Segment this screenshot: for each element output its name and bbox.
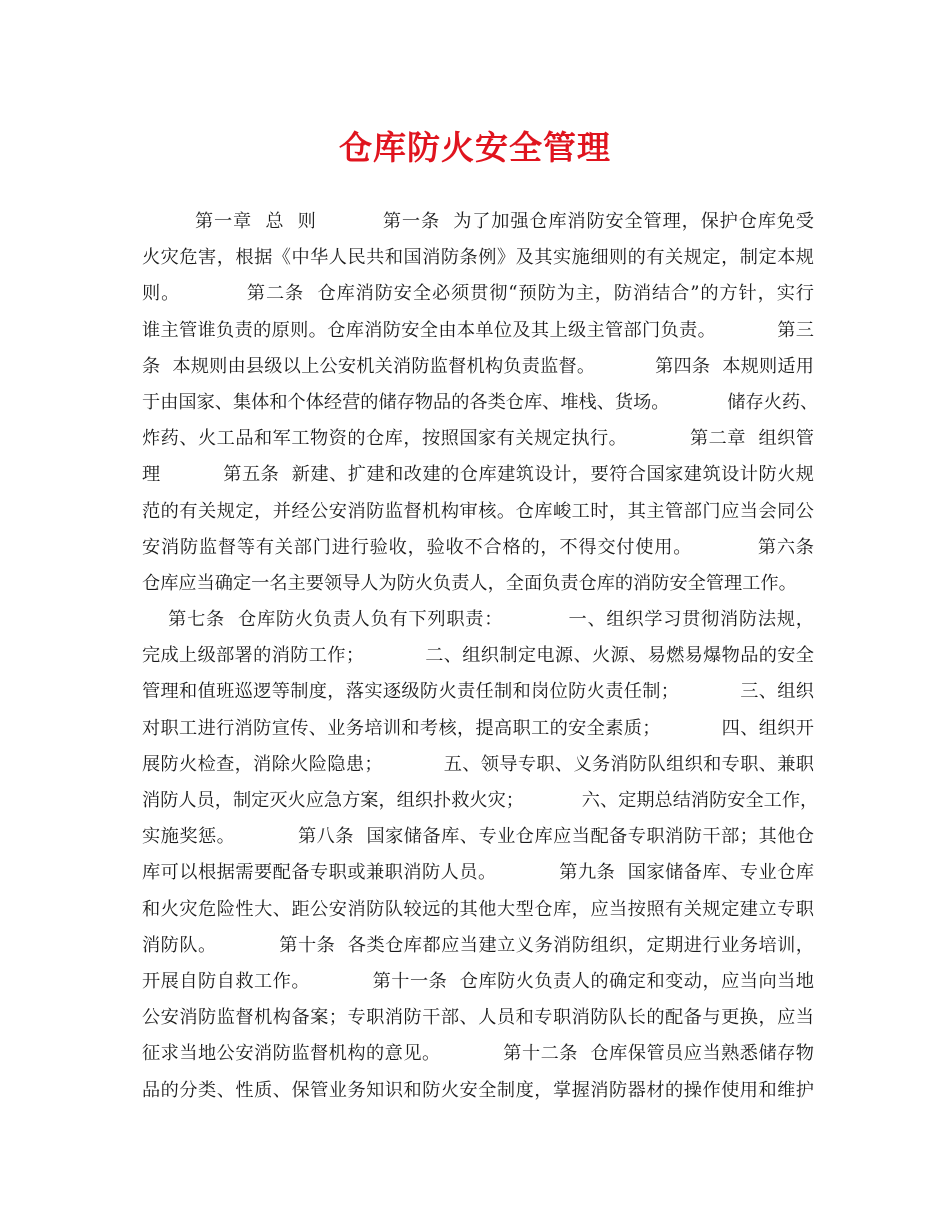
body-line: 和火灾危险性大、距公安消防队较远的其他大型仓库，应当按照有关规定建立专职 (142, 898, 814, 920)
body-line: 对职工进行消防宣传、业务培训和考核，提高职工的安全素质； 四、组织开 (142, 717, 814, 739)
body-line: 第一章 总 则 第一条 为了加强仓库消防安全管理，保护仓库免受 (142, 211, 814, 232)
body-line: 安消防监督等有关部门进行验收，验收不合格的，不得交付使用。 第六条 (142, 536, 814, 558)
document-title: 仓库防火安全管理 (339, 128, 611, 167)
body-line: 公安消防监督机构备案；专职消防干部、人员和专职消防队长的配备与更换，应当 (142, 1007, 814, 1029)
body-line: 于由国家、集体和个体经营的储存物品的各类仓库、堆栈、货场。 储存火药、 (142, 391, 819, 413)
body-line: 消防队。 第十条 各类仓库都应当建立义务消防组织，定期进行业务培训， (142, 934, 814, 956)
body-line: 仓库应当确定一名主要领导人为防火负责人，全面负责仓库的消防安全管理工作。 (142, 572, 797, 594)
body-line: 范的有关规定，并经公安消防监督机构审核。仓库峻工时，其主管部门应当会同公 (142, 500, 814, 522)
body-line: 展防火检查，消除火险隐患； 五、领导专职、义务消防队组织和专职、兼职 (142, 753, 814, 775)
body-line: 征求当地公安消防监督机构的意见。 第十二条 仓库保管员应当熟悉储存物 (142, 1043, 814, 1065)
body-line: 完成上级部署的消防工作； 二、组织制定电源、火源、易燃易爆物品的安全 (142, 645, 814, 667)
body-line: 炸药、火工品和军工物资的仓库，按照国家有关规定执行。 第二章 组织管 (142, 428, 814, 450)
body-line: 品的分类、性质、保管业务知识和防火安全制度，掌握消防器材的操作使用和维护 (142, 1079, 814, 1101)
body-line: 则。 第二条 仓库消防安全必须贯彻“预防为主，防消结合”的方针，实行 (142, 283, 814, 305)
document-body (142, 204, 819, 1109)
body-line: 消防人员，制定灭火应急方案，组织扑救火灾； 六、定期总结消防安全工作， (142, 790, 819, 811)
body-line: 谁主管谁负责的原则。仓库消防安全由本单位及其上级主管部门负责。 第三 (142, 319, 814, 341)
body-line: 条 本规则由县级以上公安机关消防监督机构负责监督。 第四条 本规则适用 (142, 355, 814, 377)
body-line: 理 第五条 新建、扩建和改建的仓库建筑设计，要符合国家建筑设计防火规 (142, 464, 814, 486)
body-line: 管理和值班巡逻等制度，落实逐级防火责任制和岗位防火责任制； 三、组织 (142, 681, 814, 703)
body-line: 实施奖惩。 第八条 国家储备库、专业仓库应当配备专职消防干部；其他仓 (142, 826, 814, 848)
body-line: 火灾危害，根据《中华人民共和国消防条例》及其实施细则的有关规定，制定本规 (142, 247, 814, 269)
body-line: 开展自防自救工作。 第十一条 仓库防火负责人的确定和变动，应当向当地 (142, 970, 814, 992)
body-line: 第七条 仓库防火负责人负有下列职责： 一、组织学习贯彻消防法规， (142, 609, 814, 631)
body-line: 库可以根据需要配备专职或兼职消防人员。 第九条 国家储备库、专业仓库 (142, 862, 814, 884)
